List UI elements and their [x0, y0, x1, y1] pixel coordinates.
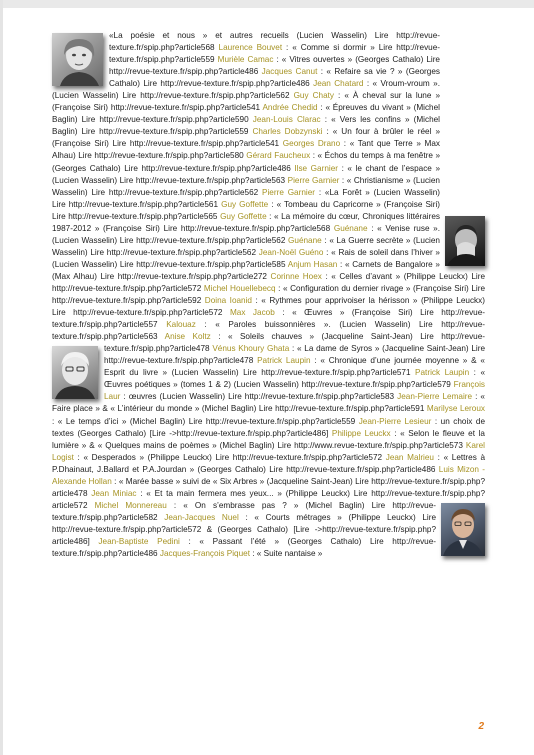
author-name: François Laur — [104, 380, 485, 402]
author-name: Guy Goffette — [221, 199, 269, 209]
review-text: : « Lettres à P.Dhainaut, J.Ballard et P.A.Jourdan » (Georges Cathalo) Lire http://revue-texture.fr/spip.php?article486 — [52, 452, 486, 474]
author-name: Anise Koltz — [164, 332, 211, 342]
author-name: Jean-Baptiste Pedini — [98, 536, 180, 546]
author-name: Jean-Pierre Lesieur — [358, 416, 432, 426]
author-name: Guy Chaty — [293, 91, 334, 101]
author-name: Michel Houellebecq — [203, 283, 276, 293]
review-text: : « Tant que Terre » Max Alhau) Lire http://revue-texture.fr/spip.php?article580 — [52, 139, 441, 161]
reviews-paragraph — [52, 30, 485, 560]
page-left-edge — [0, 0, 3, 755]
portrait-photo-icon — [441, 503, 485, 556]
review-text: : « À cheval sur la lune » (Françoise Siri) http://revue-texture.fr/spip.php?article541 — [52, 91, 440, 113]
review-text: : « Un four à brûler le réel » (Françoise Siri) Lire http://revue-texture.fr/spip.php?article541 — [52, 127, 440, 149]
author-name: Jean-Jacques Nuel — [164, 512, 239, 522]
author-name: Patrick Laupin — [257, 356, 311, 366]
author-name: Pierre Garnier — [287, 175, 340, 185]
reviews-list-text — [52, 30, 485, 560]
review-text: : « Marée basse » suivi de « Six Arbres » (Jacqueline Saint-Jean) Lire http://revue-texture.fr/spip.php?article478 — [52, 476, 485, 498]
author-name: Jacques Canut — [261, 67, 318, 77]
author-name: Vénus Khoury Ghata — [212, 344, 290, 354]
review-text: : « La dame de Syros » (Jacqueline Saint-Jean) Lire http://revue-texture.fr/spip.php?article478 — [104, 344, 485, 366]
author-name: Gérard Faucheux — [246, 151, 311, 161]
review-text: : «La Forêt » (Lucien Wasselin) Lire http://revue-texture.fr/spip.php?article561 — [52, 187, 440, 209]
author-portrait-1 — [52, 33, 103, 86]
review-text: : « Vroum-vroum ». (Lucien Wasselin) Lire http://revue-texture.fr/spip.php?article562 — [52, 79, 440, 101]
portrait-photo-icon — [52, 33, 103, 86]
author-name: Jean Chatard — [313, 79, 364, 89]
author-name: Murièle Camac — [217, 55, 274, 65]
review-text: : « Selon le fleuve et la lumière » & « Quelques mains de poèmes » (Michel Baglin) Lire http://www.revue-texture.fr/spip.php?article573 — [52, 428, 485, 450]
author-name: Guénane — [333, 223, 368, 233]
author-name: Philippe Leuckx — [331, 428, 391, 438]
author-portrait-4 — [441, 503, 485, 556]
author-name: Karel Logist — [52, 440, 485, 462]
review-text: : « Vitres ouvertes » (Georges Cathalo) Lire http://revue-texture.fr/spip.php?article486 — [109, 55, 440, 77]
author-name: Anjum Hasan — [287, 259, 338, 269]
author-name: Laurence Bouvet — [218, 43, 283, 53]
author-name: Jean Malrieu — [385, 452, 434, 462]
review-text: : « le chant de l’espace » (Lucien Wasselin) Lire http://revue-texture.fr/spip.php?article563 — [52, 163, 440, 185]
review-text: : « On s’embrasse pas ? » (Michel Baglin) Lire http://revue-texture.fr/spip.php?article582 — [52, 500, 437, 522]
review-text: : « Comme si dormir » Lire http://revue-texture.fr/spip.php?article559 — [109, 43, 440, 65]
author-name: Jean-Pierre Lemaire — [397, 392, 473, 402]
author-name: Marilyse Leroux — [426, 404, 485, 414]
author-name: Jacques-François Piquet — [159, 549, 250, 559]
review-text: «La poésie et nous » et autres recueils (Lucien Wasselin) Lire http://revue-texture.fr/spip.php?article568 — [109, 31, 440, 53]
review-text: : « Christianisme » (Lucien Wasselin) Lire http://revue-texture.fr/spip.php?article562 — [52, 175, 440, 197]
author-name: Guy Goffette — [220, 211, 267, 221]
review-text: : « Rythmes pour apprivoiser la hérisson » (Philippe Leuckx) Lire http://revue-texture.fr/spip.php?article572 — [52, 296, 485, 318]
author-name: Jean-Louis Clarac — [252, 115, 321, 125]
review-text: : « Carnets de Bangalore » (Max Alhau) Lire http://revue-texture.fr/spip.php?article272 — [52, 259, 440, 281]
author-name: Jean-Noël Guéno — [258, 247, 324, 257]
author-name: Corinne Hoex — [270, 271, 322, 281]
author-name: Michel Monnereau — [94, 500, 167, 510]
review-text: : « Celles d’avant » (Philippe Leuckx) Lire http://revue-texture.fr/spip.php?article572 — [52, 271, 485, 293]
author-name: Georges Drano — [282, 139, 341, 149]
review-text: : « Passant l’été » (Georges Cathalo) Lire http://revue-texture.fr/spip.php?article486 — [52, 536, 436, 559]
review-text: : « Courts métrages » (Philippe Leuckx) Lire http://revue-texture.fr/spip.php?article572 & (Georges Cathalo) [Lire ->http://revue-texture.fr/spip.php?article486] — [52, 512, 436, 546]
review-text: : un choix de textes (Georges Cathalo) [Lire ->http://revue-texture.fr/spip.php?article486] — [52, 416, 485, 438]
review-text: : « Œuvres » (Françoise Siri) Lire http://revue-texture.fr/spip.php?article557 — [52, 308, 486, 330]
review-text: : « Venise ruse ». (Lucien Wasselin) Lire http://revue-texture.fr/spip.php?article562 — [52, 223, 440, 245]
review-text: : « Vers les confins » (Michel Baglin) Lire http://revue-texture.fr/spip.php?article559 — [52, 115, 441, 137]
review-text: : « Configuration du dernier rivage » (Françoise Siri) Lire http://revue-texture.fr/spip.php?article592 — [52, 283, 485, 306]
author-name: Andrée Chedid — [262, 103, 318, 113]
author-name: Kalouaz — [166, 320, 196, 330]
page-number: 2 — [478, 721, 484, 732]
author-portrait-2 — [445, 216, 485, 266]
author-name: Ilse Garnier — [294, 163, 338, 173]
author-name: Pierre Garnier — [262, 187, 315, 197]
review-text: : « Chronique d’une journée moyenne » & « Esprit du livre » (Lucien Wasselin) Lire http://revue-texture.fr/spip.php?article571 — [104, 356, 485, 378]
review-text: : « Suite nantaise » — [249, 549, 323, 559]
author-name: Max Jacob — [229, 308, 275, 318]
review-text: : « Tombeau du Capricorne » (Françoise Siri) Lire http://revue-texture.fr/spip.php?article565 — [52, 199, 440, 221]
review-text: : « La mémoire du cœur, Chroniques littéraires 1987-2012 » (Françoise Siri) Lire http://revue-texture.fr/spip.php?article568 — [52, 211, 440, 233]
author-name: Jean Miniac — [91, 488, 137, 498]
review-text: : « Échos du temps à ma fenêtre » (Georges Cathalo) Lire http://revue-texture.fr/spip.php?article486 — [52, 151, 441, 173]
author-name: Guénane — [288, 235, 322, 245]
page-top-edge — [0, 0, 534, 8]
author-name: Patrick Laupin — [415, 368, 470, 378]
review-text: : « Rais de soleil dans l’hiver » (Lucien Wasselin) Lire http://revue-texture.fr/spip.php?article585 — [52, 247, 440, 269]
review-text: : « Et ta main fermera mes yeux... » (Philippe Leuckx) Lire http://revue-texture.fr/spip.php?article572 — [52, 488, 485, 510]
review-text: : « Soleils chauves » (Jacqueline Saint-Jean) Lire http://revue-texture.fr/spip.php?article478 — [104, 332, 485, 354]
review-text: : « Le temps d’ici » (Michel Baglin) Lire http://revue-texture.fr/spip.php?article559 — [52, 416, 359, 426]
review-text: : « Œuvres poétiques » (tomes 1 & 2) (Lucien Wasselin) http://revue-texture.fr/spip.php?article579 — [104, 368, 486, 390]
author-name: Charles Dobzynski — [252, 127, 323, 137]
portrait-photo-icon — [52, 346, 98, 399]
review-text: : œuvres (Lucien Wasselin) Lire http://revue-texture.fr/spip.php?article583 — [120, 392, 398, 402]
review-text: : « Refaire sa vie ? » (Georges Cathalo) Lire http://revue-texture.fr/spip.php?article486 — [109, 67, 440, 89]
review-text: : « Épreuves du vivant » (Michel Baglin) Lire http://revue-texture.fr/spip.php?article590 — [52, 103, 440, 125]
portrait-photo-icon — [445, 216, 485, 266]
author-name: Luis Mizon - Alexande Hollan — [52, 464, 485, 486]
review-text: : « Faire place » & « L’intérieur du monde » (Michel Baglin) Lire http://revue-texture.fr/spip.php?article591 — [52, 392, 485, 414]
review-text: : « La Guerre secrète » (Lucien Wasselin) Lire http://revue-texture.fr/spip.php?article562 — [52, 235, 440, 257]
review-text: : « Paroles buissonnières ». (Lucien Wasselin) Lire http://revue-texture.fr/spip.php?article563 — [52, 320, 485, 342]
author-name: Doina Ioanid — [204, 296, 252, 306]
author-portrait-3 — [52, 346, 98, 399]
review-text: : « Desperados » (Philippe Leuckx) Lire http://revue-texture.fr/spip.php?article572 — [73, 452, 386, 462]
